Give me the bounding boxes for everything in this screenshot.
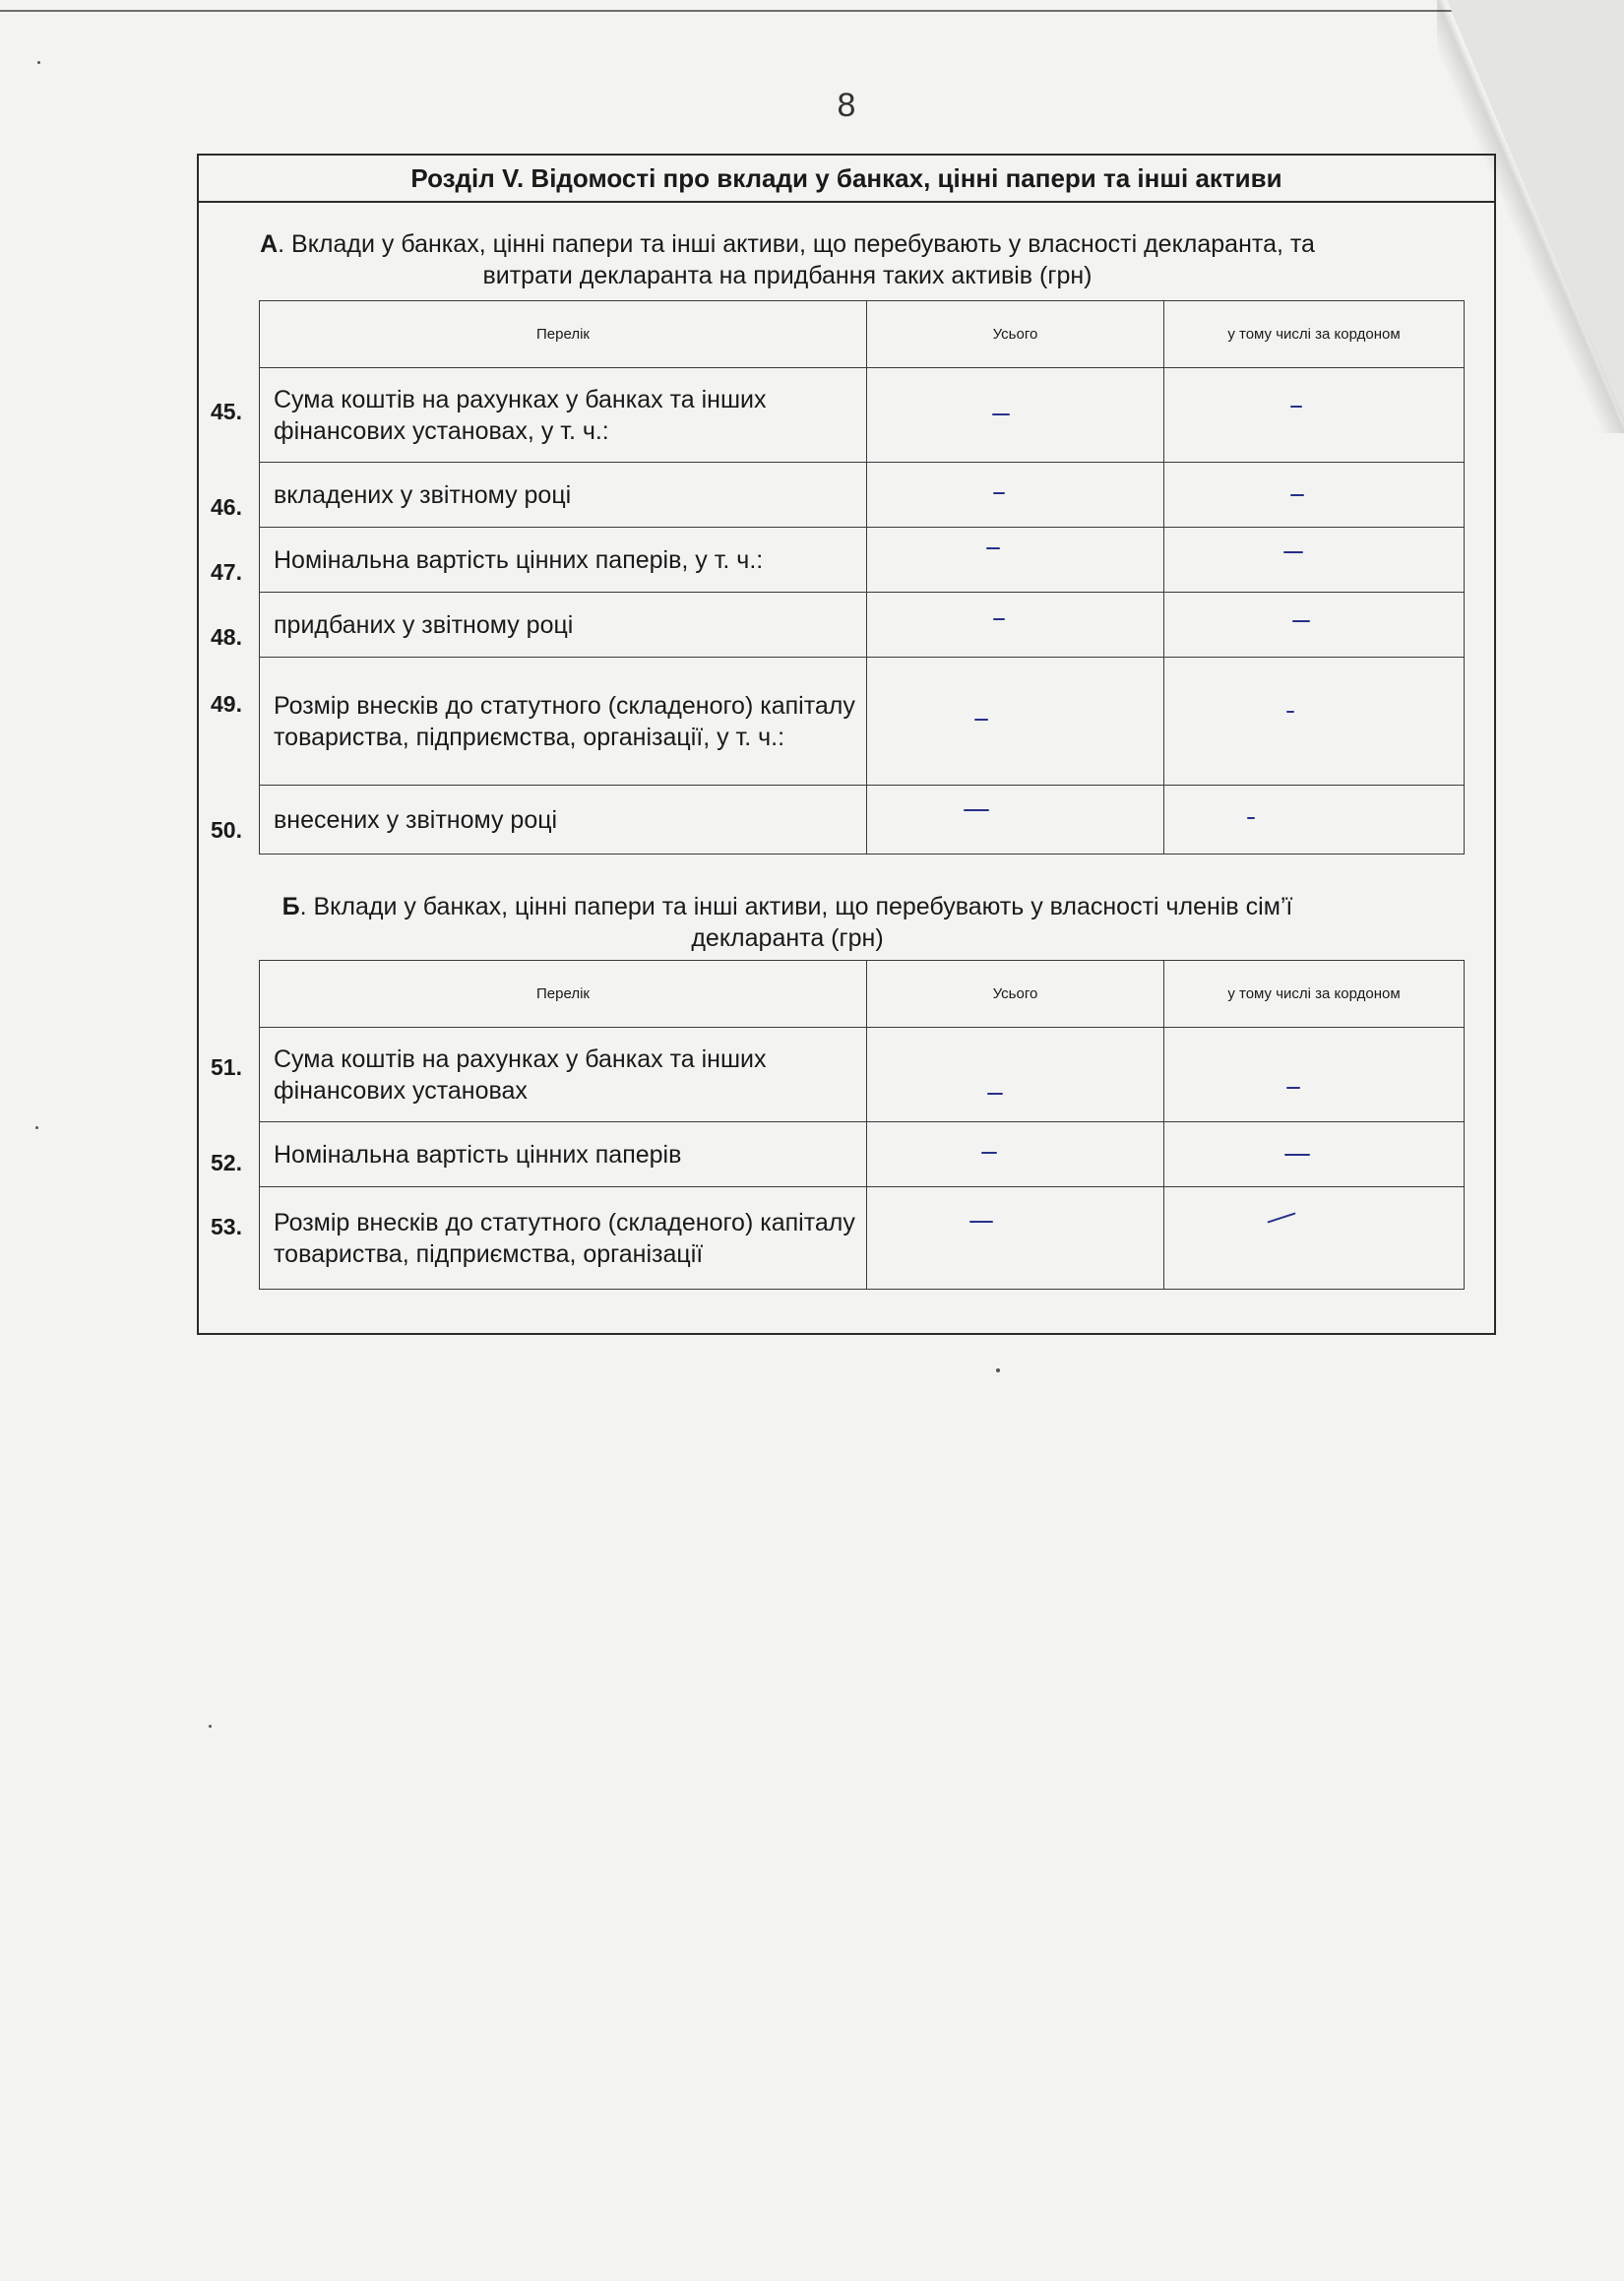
total-cell[interactable] — [867, 593, 1164, 658]
table-subsection-a — [259, 300, 1465, 855]
table-row — [260, 1122, 1465, 1187]
row-label: Номінальна вартість цінних паперів, у т. ч.: — [260, 528, 867, 593]
page-number: 8 — [837, 87, 856, 124]
total-cell[interactable] — [867, 1187, 1164, 1290]
abroad-cell[interactable] — [1164, 528, 1465, 593]
handwritten-dash — [1283, 551, 1303, 553]
abroad-cell[interactable] — [1164, 463, 1465, 528]
abroad-cell[interactable] — [1164, 368, 1465, 463]
row-number: 45. — [211, 399, 242, 424]
handwritten-dash — [1286, 1087, 1300, 1089]
handwritten-dash — [1286, 711, 1294, 713]
table-row — [260, 658, 1465, 786]
row-label: Сума коштів на рахунках у банках та інших фінансових установах, у т. ч.: — [260, 368, 867, 463]
section-title: Розділ V. Відомості про вклади у банках, цінні папери та інші активи — [199, 156, 1494, 203]
handwritten-dash — [1292, 620, 1310, 622]
abroad-cell[interactable] — [1164, 1187, 1465, 1290]
handwritten-dash — [1247, 817, 1255, 819]
handwritten-dash — [1284, 1154, 1310, 1156]
scan-speck — [996, 1368, 1000, 1372]
handwritten-dash — [986, 547, 1000, 549]
column-header-list: Перелік — [260, 961, 867, 1028]
total-cell[interactable] — [867, 528, 1164, 593]
row-number: 46. — [211, 494, 242, 520]
handwritten-dash — [969, 1221, 993, 1223]
total-cell[interactable] — [867, 658, 1164, 786]
table-row — [260, 786, 1465, 855]
total-cell[interactable] — [867, 1028, 1164, 1122]
subsection-b-text: . Вклади у банках, цінні папери та інші активи, що перебувають у власності членів сім’ї декларанта (грн) — [299, 893, 1293, 952]
handwritten-dash — [992, 413, 1010, 415]
table-row — [260, 463, 1465, 528]
table-subsection-b — [259, 960, 1465, 1290]
table-row — [260, 593, 1465, 658]
handwritten-dash — [1267, 1212, 1295, 1223]
row-number: 53. — [211, 1214, 242, 1239]
column-header-list: Перелік — [260, 301, 867, 368]
abroad-cell[interactable] — [1164, 1122, 1465, 1187]
abroad-cell[interactable] — [1164, 658, 1465, 786]
scan-speck — [35, 1126, 38, 1129]
row-label: Розмір внесків до статутного (складеного) капіталу товариства, підприємства, організації, у т. ч.: — [260, 658, 867, 786]
scan-speck — [209, 1725, 212, 1728]
handwritten-dash — [981, 1152, 997, 1154]
table-row — [260, 1028, 1465, 1122]
handwritten-dash — [1290, 494, 1304, 496]
row-number: 48. — [211, 624, 242, 650]
row-number: 49. — [211, 691, 242, 717]
column-header-total: Усього — [867, 961, 1164, 1028]
table-row — [260, 1187, 1465, 1290]
total-cell[interactable] — [867, 368, 1164, 463]
handwritten-dash — [964, 809, 989, 811]
subsection-b-letter: Б — [281, 893, 300, 920]
total-cell[interactable] — [867, 463, 1164, 528]
abroad-cell[interactable] — [1164, 593, 1465, 658]
row-label: Номінальна вартість цінних паперів — [260, 1122, 867, 1187]
total-cell[interactable] — [867, 786, 1164, 855]
row-number: 47. — [211, 559, 242, 585]
column-header-total: Усього — [867, 301, 1164, 368]
subsection-a-letter: А — [260, 230, 279, 258]
subsection-b-caption — [246, 891, 1329, 954]
table-row — [260, 528, 1465, 593]
scan-top-edge — [0, 10, 1476, 12]
row-label: вкладених у звітному році — [260, 463, 867, 528]
column-header-abroad: у тому числі за кордоном — [1164, 301, 1465, 368]
handwritten-dash — [993, 618, 1005, 620]
row-number: 50. — [211, 817, 242, 843]
abroad-cell[interactable] — [1164, 786, 1465, 855]
subsection-a-text: . Вклади у банках, цінні папери та інші активи, що перебувають у власності декларанта, та витрати декларанта на придбання таких активів (грн) — [278, 230, 1315, 289]
row-label: Сума коштів на рахунках у банках та інших фінансових установах — [260, 1028, 867, 1122]
row-label: Розмір внесків до статутного (складеного) капіталу товариства, підприємства, організації — [260, 1187, 867, 1290]
row-number: 52. — [211, 1150, 242, 1175]
handwritten-dash — [1290, 406, 1302, 408]
abroad-cell[interactable] — [1164, 1028, 1465, 1122]
column-header-abroad: у тому числі за кордоном — [1164, 961, 1465, 1028]
total-cell[interactable] — [867, 1122, 1164, 1187]
row-number: 51. — [211, 1054, 242, 1080]
handwritten-dash — [987, 1093, 1003, 1095]
handwritten-dash — [974, 719, 988, 721]
table-row — [260, 368, 1465, 463]
subsection-a-caption — [246, 228, 1329, 291]
row-label: внесених у звітному році — [260, 786, 867, 855]
handwritten-dash — [993, 492, 1005, 494]
row-label: придбаних у звітному році — [260, 593, 867, 658]
scan-speck — [37, 61, 40, 64]
